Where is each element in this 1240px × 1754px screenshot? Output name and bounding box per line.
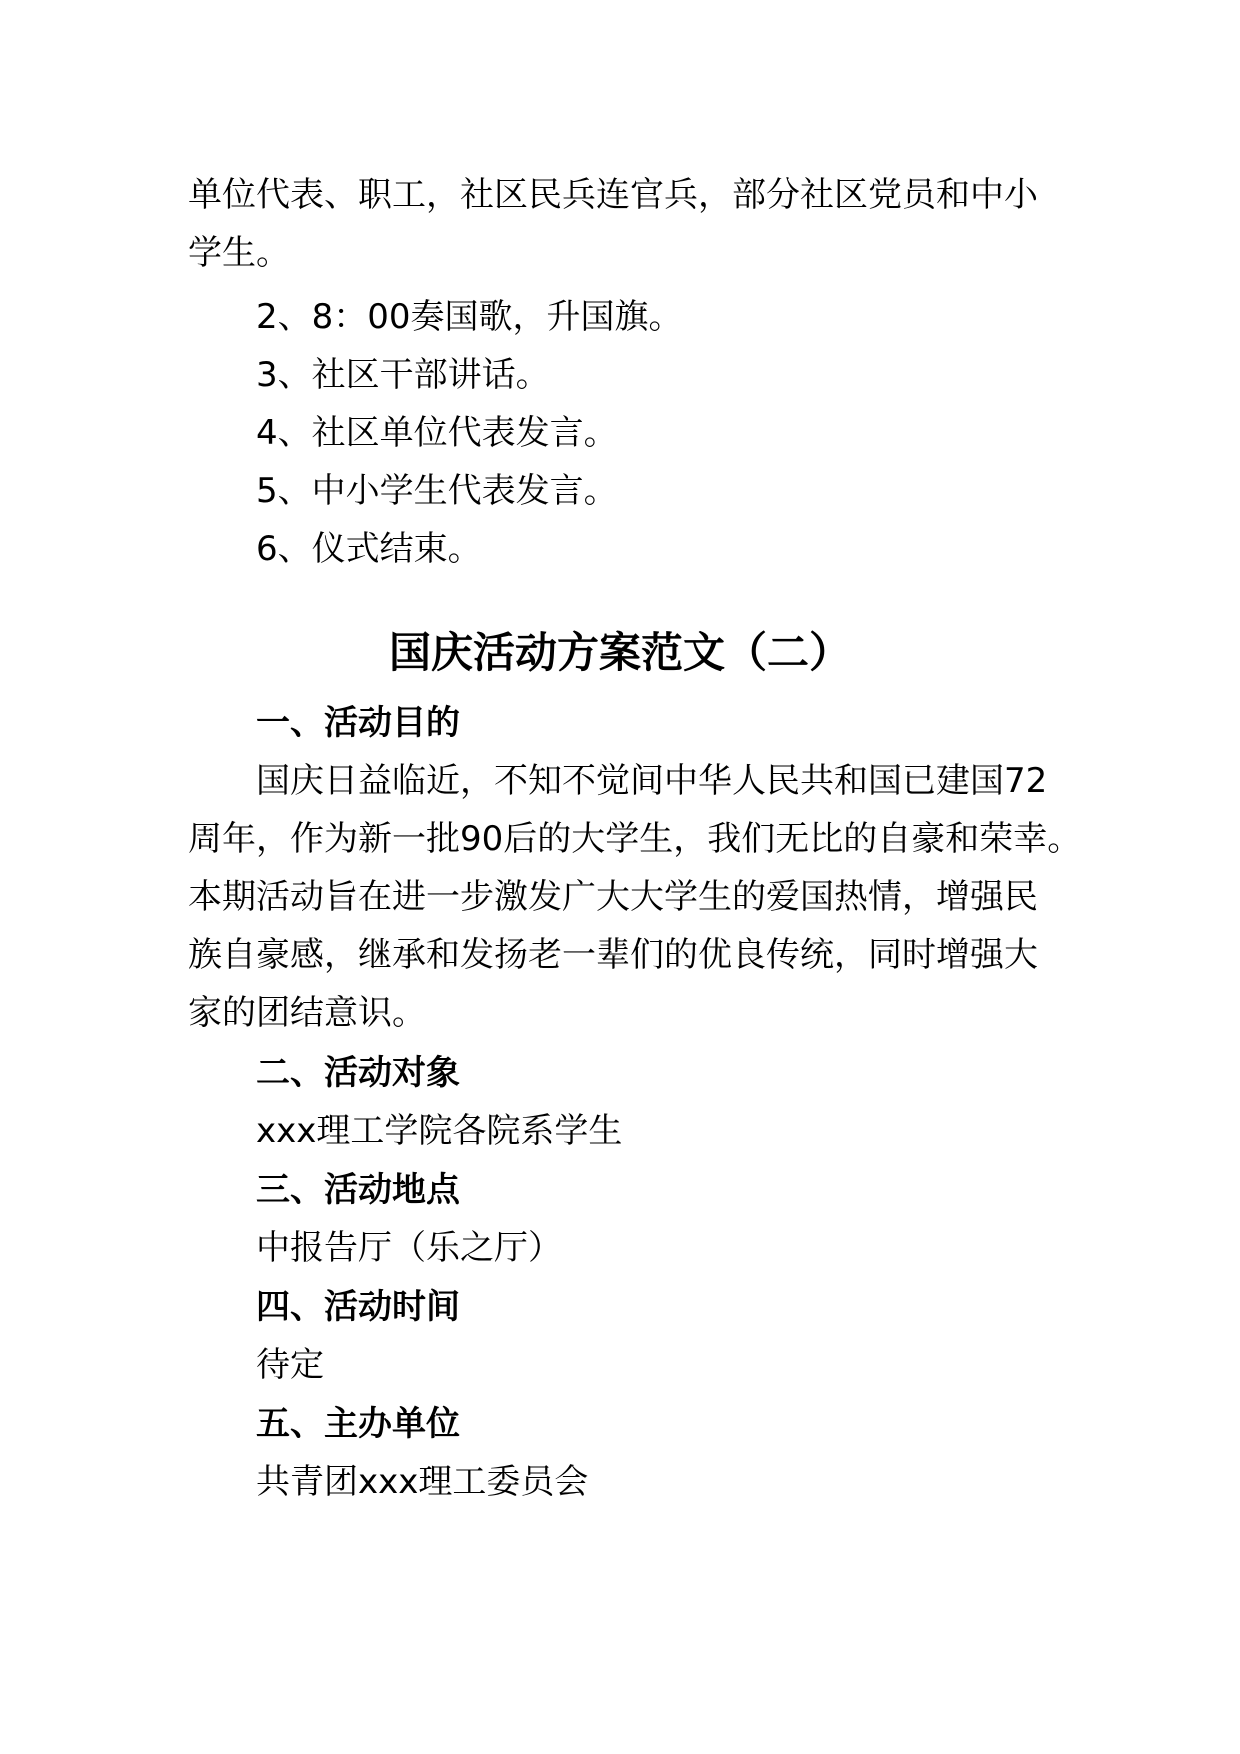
paragraph-line: 中报告厅（乐之厅） <box>256 1228 562 1268</box>
paragraph-line: 共青团xxx理工委员会 <box>256 1462 589 1502</box>
document-title: 国庆活动方案范文（二） <box>388 628 851 677</box>
section-heading: 五、主办单位 <box>256 1404 460 1444</box>
list-item: 2、8：00奏国歌，升国旗。 <box>256 297 683 337</box>
list-item: 5、中小学生代表发言。 <box>256 471 618 511</box>
paragraph-line: 家的团结意识。 <box>188 993 426 1033</box>
paragraph-line: 待定 <box>256 1345 324 1385</box>
list-item: 4、社区单位代表发言。 <box>256 413 618 453</box>
paragraph-line: 本期活动旨在进一步激发广大大学生的爱国热情，增强民 <box>188 877 1038 917</box>
section-heading: 二、活动对象 <box>256 1053 460 1093</box>
list-item: 6、仪式结束。 <box>256 529 482 569</box>
paragraph-line: 族自豪感，继承和发扬老一辈们的优良传统，同时增强大 <box>188 935 1038 975</box>
paragraph-line: 国庆日益临近，不知不觉间中华人民共和国已建国72 <box>256 761 1048 801</box>
paragraph-line: 单位代表、职工，社区民兵连官兵，部分社区党员和中小 <box>188 175 1038 215</box>
list-item: 3、社区干部讲话。 <box>256 355 550 395</box>
paragraph-line: 周年，作为新一批90后的大学生，我们无比的自豪和荣幸。 <box>188 819 1082 859</box>
paragraph-line: xxx理工学院各院系学生 <box>256 1111 623 1151</box>
paragraph-line: 学生。 <box>188 233 290 273</box>
section-heading: 四、活动时间 <box>256 1287 460 1327</box>
section-heading: 一、活动目的 <box>256 703 460 743</box>
section-heading: 三、活动地点 <box>256 1170 460 1210</box>
